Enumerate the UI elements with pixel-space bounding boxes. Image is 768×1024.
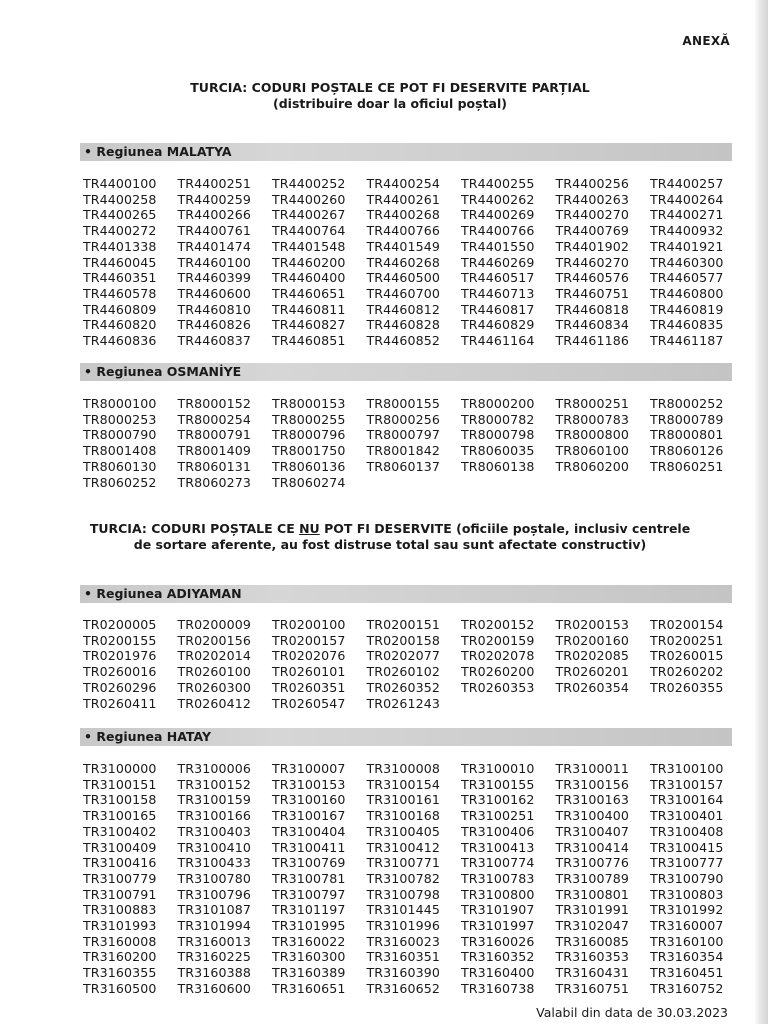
postal-code: TR4400761 bbox=[177, 223, 251, 239]
postal-code: TR4460811 bbox=[272, 301, 346, 317]
postal-code: TR8000796 bbox=[272, 427, 346, 443]
postal-code: TR0260200 bbox=[461, 664, 535, 680]
postal-code: TR4460300 bbox=[650, 254, 724, 270]
postal-code: TR0260016 bbox=[83, 664, 157, 680]
postal-code: TR3100771 bbox=[366, 855, 440, 871]
postal-code: TR4460651 bbox=[272, 285, 346, 301]
postal-code: TR4400259 bbox=[177, 191, 251, 207]
postal-code: TR4460817 bbox=[461, 301, 535, 317]
postal-code: TR3100166 bbox=[177, 808, 251, 824]
postal-code: TR4460812 bbox=[366, 301, 440, 317]
postal-code: TR3100151 bbox=[83, 776, 157, 792]
postal-code: TR8000152 bbox=[177, 396, 251, 411]
postal-code: TR0260352 bbox=[366, 679, 440, 695]
postal-code: TR3100155 bbox=[461, 776, 535, 792]
postal-code: TR3160225 bbox=[177, 949, 251, 965]
postal-code: TR4461164 bbox=[461, 333, 535, 349]
postal-code: TR4400100 bbox=[83, 176, 157, 191]
postal-code: TR3101992 bbox=[650, 902, 724, 918]
postal-code: TR8060251 bbox=[650, 458, 724, 474]
postal-code: TR3100779 bbox=[83, 870, 157, 886]
bullet-icon: • bbox=[84, 729, 97, 744]
postal-code: TR3100157 bbox=[650, 776, 724, 792]
postal-code: TR4400262 bbox=[461, 191, 535, 207]
postal-code: TR3100156 bbox=[555, 776, 629, 792]
postal-code: TR0200153 bbox=[555, 617, 629, 632]
postal-code: TR8000155 bbox=[366, 396, 440, 411]
postal-code: TR3160752 bbox=[650, 980, 724, 996]
postal-code: TR4400254 bbox=[366, 176, 440, 191]
postal-code: TR4401548 bbox=[272, 238, 346, 254]
heading-not-served bbox=[60, 521, 720, 553]
postal-code: TR4400251 bbox=[177, 176, 251, 191]
postal-code: TR8000251 bbox=[555, 396, 629, 411]
postal-code: TR3160085 bbox=[555, 933, 629, 949]
postal-code: TR4460834 bbox=[555, 317, 629, 333]
postal-code: TR4460351 bbox=[83, 270, 157, 286]
postal-code: TR3100158 bbox=[83, 792, 157, 808]
postal-code: TR4400252 bbox=[272, 176, 346, 191]
postal-code: TR3100167 bbox=[272, 808, 346, 824]
postal-code: TR4460826 bbox=[177, 317, 251, 333]
postal-code: TR4400769 bbox=[555, 223, 629, 239]
postal-code: TR3100774 bbox=[461, 855, 535, 871]
postal-code: TR4401549 bbox=[366, 238, 440, 254]
postal-code: TR4400265 bbox=[83, 207, 157, 223]
postal-code: TR3100154 bbox=[366, 776, 440, 792]
postal-code: TR0200152 bbox=[461, 617, 535, 632]
postal-code: TR4400268 bbox=[366, 207, 440, 223]
postal-code: TR4460200 bbox=[272, 254, 346, 270]
postal-code: TR4460500 bbox=[366, 270, 440, 286]
postal-code: TR3160354 bbox=[650, 949, 724, 965]
postal-code: TR8000782 bbox=[461, 411, 535, 427]
postal-code: TR0260296 bbox=[83, 679, 157, 695]
postal-code: TR0202078 bbox=[461, 648, 535, 664]
postal-code: TR4400932 bbox=[650, 223, 724, 239]
postal-code: TR4460576 bbox=[555, 270, 629, 286]
postal-code: TR0260101 bbox=[272, 664, 346, 680]
region-name: ADIYAMAN bbox=[166, 586, 242, 601]
validity-footer: Valabil din data de 30.03.2023 bbox=[536, 1005, 728, 1020]
postal-code: TR3160300 bbox=[272, 949, 346, 965]
postal-code: TR3160651 bbox=[272, 980, 346, 996]
postal-code: TR3100796 bbox=[177, 886, 251, 902]
postal-code: TR4400264 bbox=[650, 191, 724, 207]
postal-code: TR4400258 bbox=[83, 191, 157, 207]
postal-code: TR3160400 bbox=[461, 965, 535, 981]
postal-code: TR3100777 bbox=[650, 855, 724, 871]
postal-code: TR3100153 bbox=[272, 776, 346, 792]
postal-code: TR0200154 bbox=[650, 617, 724, 632]
postal-code: TR0200158 bbox=[366, 632, 440, 648]
region-header-osmaniye bbox=[80, 363, 732, 381]
postal-code: TR4460819 bbox=[650, 301, 724, 317]
region-name: OSMANİYE bbox=[166, 364, 242, 379]
postal-code: TR4460835 bbox=[650, 317, 724, 333]
postal-code: TR0200156 bbox=[177, 632, 251, 648]
postal-code: TR4460852 bbox=[366, 333, 440, 349]
postal-code: TR8000797 bbox=[366, 427, 440, 443]
postal-code: TR4460827 bbox=[272, 317, 346, 333]
postal-code: TR4400270 bbox=[555, 207, 629, 223]
postal-code: TR8060137 bbox=[366, 458, 440, 474]
postal-code: TR4400261 bbox=[366, 191, 440, 207]
postal-code: TR4400255 bbox=[461, 176, 535, 191]
postal-code: TR3101991 bbox=[555, 902, 629, 918]
postal-code: TR4400271 bbox=[650, 207, 724, 223]
postal-code: TR0202085 bbox=[555, 648, 629, 664]
postal-code: TR3100159 bbox=[177, 792, 251, 808]
postal-code: TR0200100 bbox=[272, 617, 346, 632]
postal-code: TR8000798 bbox=[461, 427, 535, 443]
postal-code: TR8000254 bbox=[177, 411, 251, 427]
postal-code: TR4401474 bbox=[177, 238, 251, 254]
postal-code-grid-adiyaman bbox=[83, 617, 745, 711]
postal-code: TR3100168 bbox=[366, 808, 440, 824]
postal-code: TR0201976 bbox=[83, 648, 157, 664]
postal-code: TR3160026 bbox=[461, 933, 535, 949]
postal-code: TR0260354 bbox=[555, 679, 629, 695]
postal-code: TR3100405 bbox=[366, 823, 440, 839]
postal-code: TR0202076 bbox=[272, 648, 346, 664]
region-name: MALATYA bbox=[166, 144, 232, 159]
postal-code: TR4460836 bbox=[83, 333, 157, 349]
postal-code: TR0260300 bbox=[177, 679, 251, 695]
postal-code: TR4460820 bbox=[83, 317, 157, 333]
postal-code: TR4460751 bbox=[555, 285, 629, 301]
postal-code: TR8060138 bbox=[461, 458, 535, 474]
postal-code: TR0200159 bbox=[461, 632, 535, 648]
postal-code: TR3100251 bbox=[461, 808, 535, 824]
postal-code: TR4400766 bbox=[461, 223, 535, 239]
heading-text: POT FI DESERVITE (oficiile poștale, inclusiv centrele bbox=[319, 521, 691, 536]
postal-code: TR3100411 bbox=[272, 839, 346, 855]
postal-code-grid-hatay bbox=[83, 761, 745, 997]
postal-code: TR0200160 bbox=[555, 632, 629, 648]
postal-code: TR3100883 bbox=[83, 902, 157, 918]
postal-code: TR8060273 bbox=[177, 474, 251, 490]
postal-code: TR8060130 bbox=[83, 458, 157, 474]
postal-code: TR4400260 bbox=[272, 191, 346, 207]
postal-code: TR4460837 bbox=[177, 333, 251, 349]
region-prefix: Regiunea bbox=[96, 729, 163, 744]
postal-code: TR8000801 bbox=[650, 427, 724, 443]
postal-code: TR3100789 bbox=[555, 870, 629, 886]
postal-code: TR3100165 bbox=[83, 808, 157, 824]
page-edge-shadow bbox=[754, 0, 768, 1024]
postal-code: TR4400257 bbox=[650, 176, 724, 191]
postal-code: TR3160390 bbox=[366, 965, 440, 981]
postal-code: TR3160388 bbox=[177, 965, 251, 981]
postal-code: TR0260353 bbox=[461, 679, 535, 695]
postal-code: TR4400269 bbox=[461, 207, 535, 223]
postal-code: TR4400764 bbox=[272, 223, 346, 239]
bullet-icon: • bbox=[84, 364, 97, 379]
postal-code: TR8060035 bbox=[461, 443, 535, 459]
postal-code: TR0200155 bbox=[83, 632, 157, 648]
postal-code: TR3100401 bbox=[650, 808, 724, 824]
postal-code: TR0202077 bbox=[366, 648, 440, 664]
postal-code: TR3100404 bbox=[272, 823, 346, 839]
postal-code: TR3160351 bbox=[366, 949, 440, 965]
postal-code: TR3100011 bbox=[555, 761, 629, 776]
region-header-adiyaman bbox=[80, 585, 732, 603]
postal-code: TR8000253 bbox=[83, 411, 157, 427]
postal-code: TR3100769 bbox=[272, 855, 346, 871]
postal-code: TR3100797 bbox=[272, 886, 346, 902]
postal-code: TR8000800 bbox=[555, 427, 629, 443]
postal-code: TR3101445 bbox=[366, 902, 440, 918]
postal-code: TR4400256 bbox=[555, 176, 629, 191]
postal-code: TR4460600 bbox=[177, 285, 251, 301]
postal-code: TR3160751 bbox=[555, 980, 629, 996]
postal-code: TR3160007 bbox=[650, 918, 724, 934]
postal-code: TR3100800 bbox=[461, 886, 535, 902]
postal-code: TR3100163 bbox=[555, 792, 629, 808]
postal-code: TR3160008 bbox=[83, 933, 157, 949]
postal-code: TR4460268 bbox=[366, 254, 440, 270]
postal-code: TR4460713 bbox=[461, 285, 535, 301]
postal-code: TR8000783 bbox=[555, 411, 629, 427]
region-prefix: Regiunea bbox=[96, 586, 163, 601]
postal-code-grid-osmaniye bbox=[83, 396, 745, 490]
postal-code: TR8001409 bbox=[177, 443, 251, 459]
postal-code: TR3100400 bbox=[555, 808, 629, 824]
postal-code: TR8001408 bbox=[83, 443, 157, 459]
postal-code: TR8060131 bbox=[177, 458, 251, 474]
postal-code: TR3100790 bbox=[650, 870, 724, 886]
bullet-icon: • bbox=[84, 144, 97, 159]
postal-code: TR3160022 bbox=[272, 933, 346, 949]
postal-code: TR0261243 bbox=[366, 695, 440, 711]
postal-code-grid-malatya bbox=[83, 176, 745, 349]
postal-code: TR3160500 bbox=[83, 980, 157, 996]
postal-code: TR3100413 bbox=[461, 839, 535, 855]
postal-code: TR8000100 bbox=[83, 396, 157, 411]
postal-code: TR3100406 bbox=[461, 823, 535, 839]
postal-code: TR3100782 bbox=[366, 870, 440, 886]
postal-code: TR0260100 bbox=[177, 664, 251, 680]
postal-code: TR3160451 bbox=[650, 965, 724, 981]
heading-not-served-line1 bbox=[60, 521, 720, 537]
postal-code: TR0200157 bbox=[272, 632, 346, 648]
postal-code: TR0260412 bbox=[177, 695, 251, 711]
postal-code: TR8000789 bbox=[650, 411, 724, 427]
postal-code: TR4460577 bbox=[650, 270, 724, 286]
postal-code: TR0200009 bbox=[177, 617, 251, 632]
postal-code: TR3100152 bbox=[177, 776, 251, 792]
postal-code: TR4460100 bbox=[177, 254, 251, 270]
postal-code: TR3100781 bbox=[272, 870, 346, 886]
postal-code: TR3100798 bbox=[366, 886, 440, 902]
region-header-malatya bbox=[80, 143, 732, 161]
postal-code: TR3160352 bbox=[461, 949, 535, 965]
postal-code: TR8060126 bbox=[650, 443, 724, 459]
postal-code: TR3101994 bbox=[177, 918, 251, 934]
postal-code: TR4460269 bbox=[461, 254, 535, 270]
postal-code: TR4460800 bbox=[650, 285, 724, 301]
postal-code: TR3100407 bbox=[555, 823, 629, 839]
postal-code: TR3100403 bbox=[177, 823, 251, 839]
postal-code: TR0202014 bbox=[177, 648, 251, 664]
postal-code: TR3160353 bbox=[555, 949, 629, 965]
postal-code: TR0260015 bbox=[650, 648, 724, 664]
postal-code: TR8060200 bbox=[555, 458, 629, 474]
postal-code: TR0260351 bbox=[272, 679, 346, 695]
postal-code: TR3100164 bbox=[650, 792, 724, 808]
postal-code: TR4460578 bbox=[83, 285, 157, 301]
region-name: HATAY bbox=[166, 729, 212, 744]
bullet-icon: • bbox=[84, 586, 97, 601]
postal-code: TR4460270 bbox=[555, 254, 629, 270]
postal-code: TR3160355 bbox=[83, 965, 157, 981]
postal-code: TR4401338 bbox=[83, 238, 157, 254]
postal-code: TR3160738 bbox=[461, 980, 535, 996]
postal-code: TR0200151 bbox=[366, 617, 440, 632]
heading-not-served-line2: de sortare aferente, au fost distruse total sau sunt afectate constructiv) bbox=[133, 537, 647, 552]
postal-code: TR3160023 bbox=[366, 933, 440, 949]
postal-code: TR3160013 bbox=[177, 933, 251, 949]
postal-code: TR3100415 bbox=[650, 839, 724, 855]
postal-code: TR4400266 bbox=[177, 207, 251, 223]
postal-code: TR3100791 bbox=[83, 886, 157, 902]
postal-code: TR3100006 bbox=[177, 761, 251, 776]
postal-code: TR8060274 bbox=[272, 474, 346, 490]
postal-code: TR3100803 bbox=[650, 886, 724, 902]
postal-code: TR3101907 bbox=[461, 902, 535, 918]
postal-code: TR0260102 bbox=[366, 664, 440, 680]
postal-code: TR0260547 bbox=[272, 695, 346, 711]
postal-code: TR4400766 bbox=[366, 223, 440, 239]
postal-code: TR3100010 bbox=[461, 761, 535, 776]
postal-code: TR8060136 bbox=[272, 458, 346, 474]
postal-code: TR8000200 bbox=[461, 396, 535, 411]
postal-code: TR3100162 bbox=[461, 792, 535, 808]
postal-code: TR4401902 bbox=[555, 238, 629, 254]
postal-code: TR3100160 bbox=[272, 792, 346, 808]
postal-code: TR3101997 bbox=[461, 918, 535, 934]
annex-label: ANEXĂ bbox=[682, 34, 730, 48]
postal-code: TR8000791 bbox=[177, 427, 251, 443]
postal-code: TR8001842 bbox=[366, 443, 440, 459]
postal-code: TR4460809 bbox=[83, 301, 157, 317]
postal-code: TR4460828 bbox=[366, 317, 440, 333]
postal-code: TR4401921 bbox=[650, 238, 724, 254]
postal-code: TR3101995 bbox=[272, 918, 346, 934]
postal-code: TR3100410 bbox=[177, 839, 251, 855]
heading-text: TURCIA: CODURI POȘTALE CE bbox=[89, 521, 300, 536]
postal-code: TR4460829 bbox=[461, 317, 535, 333]
postal-code: TR8000790 bbox=[83, 427, 157, 443]
postal-code: TR3100783 bbox=[461, 870, 535, 886]
postal-code: TR0260411 bbox=[83, 695, 157, 711]
postal-code: TR4460399 bbox=[177, 270, 251, 286]
postal-code: TR3101087 bbox=[177, 902, 251, 918]
postal-code: TR3102047 bbox=[555, 918, 629, 934]
postal-code: TR8001750 bbox=[272, 443, 346, 459]
postal-code: TR4400263 bbox=[555, 191, 629, 207]
heading-emphasis: NU bbox=[299, 521, 320, 536]
postal-code: TR4460045 bbox=[83, 254, 157, 270]
postal-code: TR4461186 bbox=[555, 333, 629, 349]
postal-code: TR3100007 bbox=[272, 761, 346, 776]
heading-partial-line2: (distribuire doar la oficiul poștal) bbox=[273, 96, 507, 111]
postal-code: TR4401550 bbox=[461, 238, 535, 254]
region-prefix: Regiunea bbox=[96, 364, 163, 379]
postal-code: TR3160200 bbox=[83, 949, 157, 965]
postal-code: TR3100000 bbox=[83, 761, 157, 776]
region-header-hatay bbox=[80, 728, 732, 746]
heading-partial-line1: TURCIA: CODURI POȘTALE CE POT FI DESERVITE PARȚIAL bbox=[190, 80, 590, 95]
postal-code: TR3100408 bbox=[650, 823, 724, 839]
postal-code: TR8000252 bbox=[650, 396, 724, 411]
postal-code: TR4400267 bbox=[272, 207, 346, 223]
postal-code: TR4460517 bbox=[461, 270, 535, 286]
postal-code: TR3160389 bbox=[272, 965, 346, 981]
postal-code: TR3160431 bbox=[555, 965, 629, 981]
postal-code: TR3160652 bbox=[366, 980, 440, 996]
postal-code: TR8060100 bbox=[555, 443, 629, 459]
postal-code: TR3101197 bbox=[272, 902, 346, 918]
postal-code: TR3100161 bbox=[366, 792, 440, 808]
postal-code: TR4460700 bbox=[366, 285, 440, 301]
postal-code: TR3100412 bbox=[366, 839, 440, 855]
postal-code: TR3100409 bbox=[83, 839, 157, 855]
postal-code: TR3100780 bbox=[177, 870, 251, 886]
heading-partial bbox=[60, 80, 720, 112]
postal-code: TR8000256 bbox=[366, 411, 440, 427]
postal-code: TR4460851 bbox=[272, 333, 346, 349]
region-prefix: Regiunea bbox=[96, 144, 163, 159]
postal-code: TR3100776 bbox=[555, 855, 629, 871]
postal-code: TR8000255 bbox=[272, 411, 346, 427]
postal-code: TR3100416 bbox=[83, 855, 157, 871]
postal-code: TR4460400 bbox=[272, 270, 346, 286]
postal-code: TR3100100 bbox=[650, 761, 724, 776]
postal-code: TR8000153 bbox=[272, 396, 346, 411]
postal-code: TR3100414 bbox=[555, 839, 629, 855]
postal-code: TR0260355 bbox=[650, 679, 724, 695]
postal-code: TR3100433 bbox=[177, 855, 251, 871]
postal-code: TR0200251 bbox=[650, 632, 724, 648]
postal-code: TR4461187 bbox=[650, 333, 724, 349]
postal-code: TR4460810 bbox=[177, 301, 251, 317]
postal-code: TR0260202 bbox=[650, 664, 724, 680]
postal-code: TR3160100 bbox=[650, 933, 724, 949]
postal-code: TR3160600 bbox=[177, 980, 251, 996]
postal-code: TR4400272 bbox=[83, 223, 157, 239]
postal-code: TR0260201 bbox=[555, 664, 629, 680]
postal-code: TR3100008 bbox=[366, 761, 440, 776]
postal-code: TR3101993 bbox=[83, 918, 157, 934]
postal-code: TR8060252 bbox=[83, 474, 157, 490]
postal-code: TR3100801 bbox=[555, 886, 629, 902]
postal-code: TR3100402 bbox=[83, 823, 157, 839]
postal-code: TR0200005 bbox=[83, 617, 157, 632]
postal-code: TR4460818 bbox=[555, 301, 629, 317]
postal-code: TR3101996 bbox=[366, 918, 440, 934]
